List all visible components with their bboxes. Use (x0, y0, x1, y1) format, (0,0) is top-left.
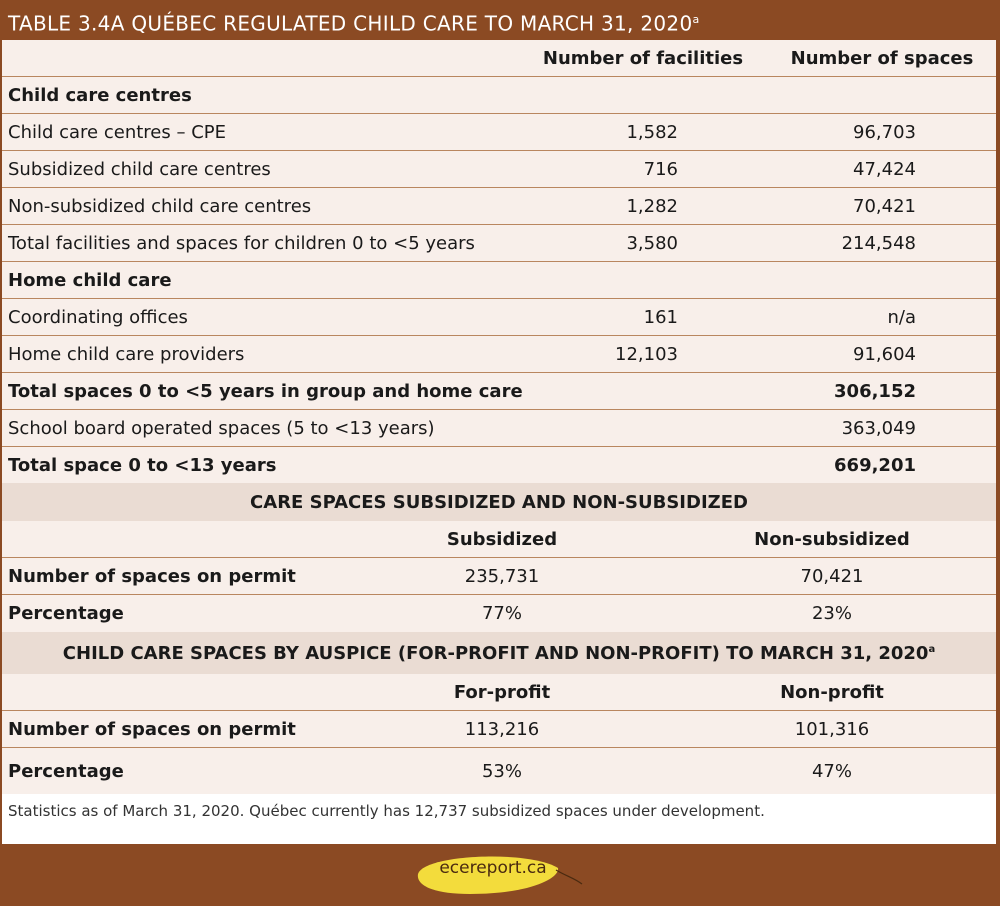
row-label: School board operated spaces (5 to <13 years) (8, 417, 435, 439)
non-subsidized-value: 23% (811, 603, 852, 624)
section-header-auspice (2, 632, 996, 674)
spaces-value: 91,604 (853, 343, 916, 365)
table-row (2, 225, 996, 262)
table-row (2, 336, 996, 373)
logo-text: ecereport.ca (439, 858, 547, 878)
non-profit-value: 101,316 (794, 718, 870, 740)
table1-header-row (2, 40, 996, 77)
facilities-value: 12,103 (615, 343, 678, 365)
row-label: Home child care providers (8, 343, 245, 365)
row-label: Number of spaces on permit (8, 718, 296, 740)
spaces-value: 96,703 (853, 121, 916, 143)
subsidized-value: 235,731 (464, 565, 540, 587)
spaces-value: 214,548 (841, 232, 916, 254)
section-header-subsidized (2, 483, 996, 521)
table-row (2, 188, 996, 225)
table-row (2, 373, 996, 410)
table2-header-row (2, 521, 996, 558)
row-label: Home child care (8, 269, 172, 291)
table-row (2, 151, 996, 188)
row-label: Number of spaces on permit (8, 565, 296, 587)
col-header-non-subsidized: Non-subsidized (754, 528, 910, 550)
spaces-value: 47,424 (853, 158, 916, 180)
table-row (2, 447, 996, 483)
facilities-value: 161 (643, 306, 678, 328)
row-label: Total spaces 0 to <5 years in group and home care (8, 380, 523, 402)
spaces-value: 306,152 (834, 380, 916, 402)
spaces-value: n/a (887, 306, 916, 328)
spaces-value: 363,049 (841, 417, 916, 439)
table-row (2, 299, 996, 336)
facilities-value: 3,580 (626, 232, 678, 254)
section-title: CARE SPACES SUBSIDIZED AND NON-SUBSIDIZED (250, 491, 748, 513)
row-label: Percentage (8, 760, 124, 782)
ecereport-logo-link[interactable] (410, 848, 590, 898)
section-title: CHILD CARE SPACES BY AUSPICE (FOR-PROFIT AND NON-PROFIT) TO MARCH 31, 2020$^a$ (62, 642, 936, 664)
col-header-facilities: Number of facilities (542, 47, 744, 69)
spaces-value: 70,421 (853, 195, 916, 217)
subsidized-value: 77% (481, 603, 522, 624)
non-profit-value: 47% (811, 760, 852, 782)
for-profit-value: 113,216 (464, 718, 540, 740)
for-profit-value: 53% (481, 760, 522, 782)
col-header-for-profit: For-profit (453, 681, 551, 703)
table-row (2, 748, 996, 794)
row-label: Non-subsidized child care centres (8, 195, 312, 217)
row-label: Total space 0 to <13 years (8, 454, 277, 476)
table-row (2, 114, 996, 151)
table-title: TABLE 3.4A QUÉBEC REGULATED CHILD CARE TO MARCH 31, 2020$^a$ (0, 0, 1000, 40)
row-label: Subsidized child care centres (8, 158, 271, 180)
row-label: Child care centres – CPE (8, 121, 226, 143)
facilities-value: 1,582 (626, 121, 678, 143)
table-row (2, 595, 996, 632)
col-header-non-profit: Non-profit (780, 681, 884, 703)
table-row (2, 77, 996, 114)
facilities-value: 1,282 (626, 195, 678, 217)
table3-header-row (2, 674, 996, 711)
footnote-row (2, 794, 996, 844)
table-panel (2, 40, 996, 844)
table-row (2, 558, 996, 595)
row-label: Coordinating offices (8, 306, 188, 328)
table-row (2, 262, 996, 299)
facilities-value: 716 (643, 158, 678, 180)
col-header-subsidized: Subsidized (446, 528, 558, 550)
row-label: Total facilities and spaces for children 0 to <5 years (8, 232, 475, 254)
non-subsidized-value: 70,421 (800, 565, 864, 587)
spaces-value: 669,201 (834, 454, 916, 476)
col-header-spaces: Number of spaces (790, 47, 974, 69)
table-row (2, 711, 996, 748)
footnote: Statistics as of March 31, 2020. Québec currently has 12,737 subsidized spaces under development. (8, 802, 765, 820)
table-row (2, 410, 996, 447)
row-label: Percentage (8, 603, 124, 624)
row-label: Child care centres (8, 84, 192, 106)
